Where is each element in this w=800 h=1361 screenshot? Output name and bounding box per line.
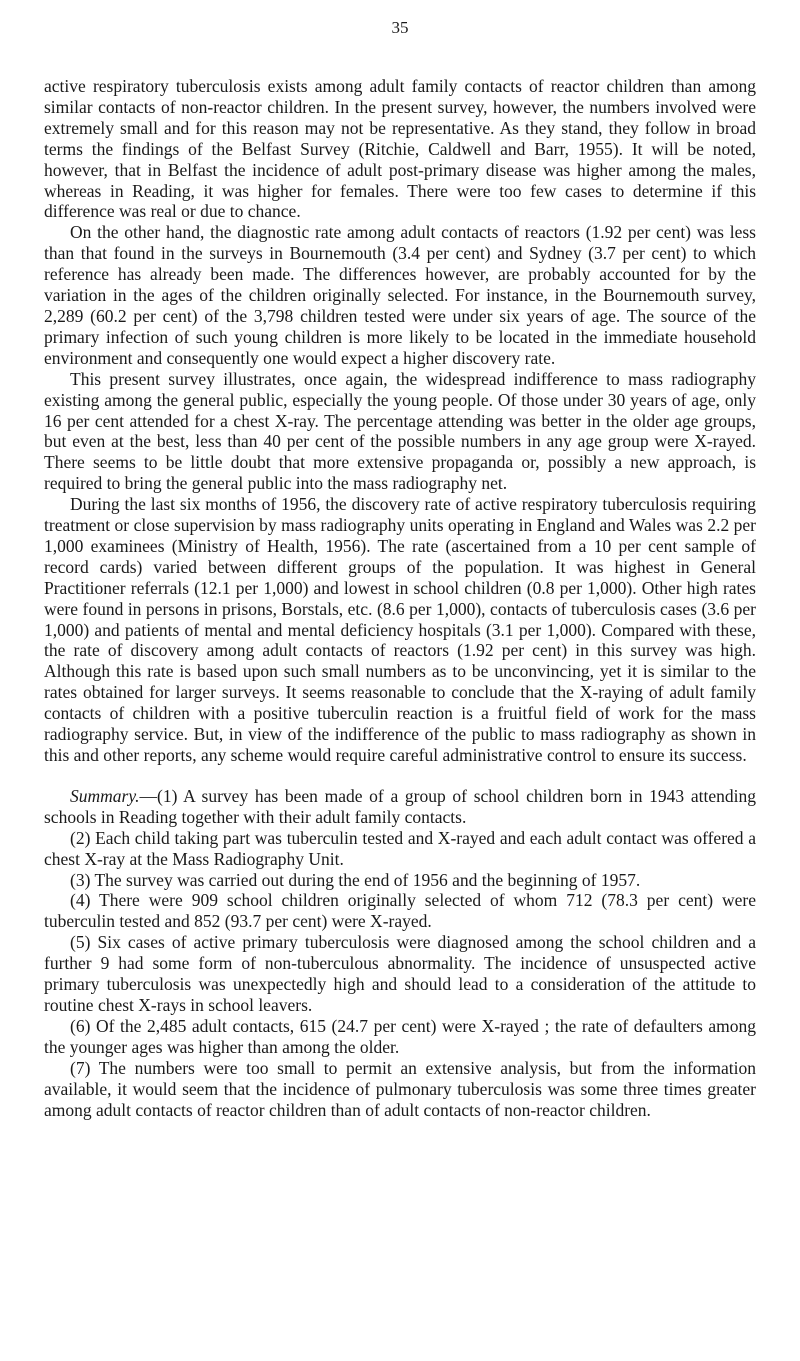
summary-item-text: (1) A survey has been made of a group of school children born in 1943 attending schools in Reading together with their adult family contacts. (44, 785, 756, 827)
body-text (44, 76, 756, 766)
paragraph-discovery-rate: During the last six months of 1956, the discovery rate of active respiratory tuberculosis requiring treatment or close supervision by mass radiography units operating in England and Wales was 2.2 per 1,000 examinees (Ministry of Health, 1956). The rate (ascertained from a 10 per cent sample of record cards) varied between different groups of the population. It was highest in General Practitioner referrals (12.1 per 1,000) and lowest in school children (0.8 per 1,000). Other high rates were found in persons in prisons, Borstals, etc. (8.6 per 1,000), contacts of tuberculosis cases (3.6 per 1,000) and patients of mental and mental deficiency hospitals (3.1 per 1,000). Compared with these, the rate of discovery among adult contacts of reactors (1.92 per cent) in this survey was high. Although this rate is based upon such small numbers as to be unconvincing, yet it is similar to the rates obtained for larger surveys. It seems reasonable to conclude that the X-raying of adult family contacts of children with a positive tuberculin reaction is a fruitful field of work for the mass radiography service. But, in view of the indifference of the public to mass radiography as shown in this and other reports, any scheme would require careful administrative control to ensure its success. (44, 494, 756, 765)
summary-section (44, 786, 756, 1121)
summary-item: (6) Of the 2,485 adult contacts, 615 (24.7 per cent) were X-rayed ; the rate of defaulters among the younger ages was higher than among the older. (44, 1015, 756, 1057)
page-number: 35 (391, 18, 409, 37)
summary-dash: — (139, 785, 158, 806)
summary-item: (7) The numbers were too small to permit an extensive analysis, but from the information available, it would seem that the incidence of pulmonary tuberculosis was some three times greater among adult contacts of reactor children than of adult contacts of non-reactor children. (44, 1057, 756, 1120)
summary-item: (3) The survey was carried out during the end of 1956 and the beginning of 1957. (70, 869, 641, 890)
summary-item: (5) Six cases of active primary tuberculosis were diagnosed among the school children and a further 9 had some form of non-tuberculous abnormality. The incidence of unsuspected active primary tuberculosis was unexpectedly high and should lead to a consideration of the attitude to routine chest X-rays in school leavers. (44, 932, 756, 1015)
paragraph-indifference: This present survey illustrates, once again, the widespread indifference to mass radiography existing among the general public, especially the young people. Of those under 30 years of age, only 16 per cent attended for a chest X-ray. The percentage attending was better in the older age groups, but even at the best, less than 40 per cent of the possible numbers in any age group were X-rayed. There seems to be little doubt that more extensive propaganda or, possibly a new approach, is required to bring the general public into the mass radiography net. (44, 368, 756, 494)
summary-heading: Summary. (70, 785, 140, 806)
summary-item: (4) There were 909 school children originally selected of whom 712 (78.3 per cent) were tuberculin tested and 852 (93.7 per cent) were X-rayed. (44, 890, 756, 932)
summary-item: (2) Each child taking part was tuberculin tested and X-rayed and each adult contact was offered a chest X-ray at the Mass Radiography Unit. (44, 827, 756, 869)
summary-item (44, 786, 756, 828)
paragraph-diagnostic-rate: On the other hand, the diagnostic rate among adult contacts of reactors (1.92 per cent) was less than that found in the surveys in Bournemouth (3.4 per cent) and Sydney (3.7 per cent) to which reference has already been made. The differences however, are probably accounted for by the variation in the ages of the children originally selected. For instance, in the Bournemouth survey, 2,289 (60.2 per cent) of the 3,798 children tested were under six years of age. The source of the primary infection of such young children is more likely to be located in the immediate household environment and consequently one would expect a higher discovery rate. (44, 222, 756, 368)
paragraph-continuation: active respiratory tuberculosis exists among adult family contacts of reactor children than among similar contacts of non-reactor children. In the present survey, however, the numbers involved were extremely small and for this reason may not be representative. As they stand, they follow in broad terms the findings of the Belfast Survey (Ritchie, Caldwell and Barr, 1955). It will be noted, however, that in Belfast the incidence of adult post-primary disease was higher among the males, whereas in Reading, it was higher for females. There were too few cases to determine if this difference was real or due to chance. (44, 76, 756, 222)
